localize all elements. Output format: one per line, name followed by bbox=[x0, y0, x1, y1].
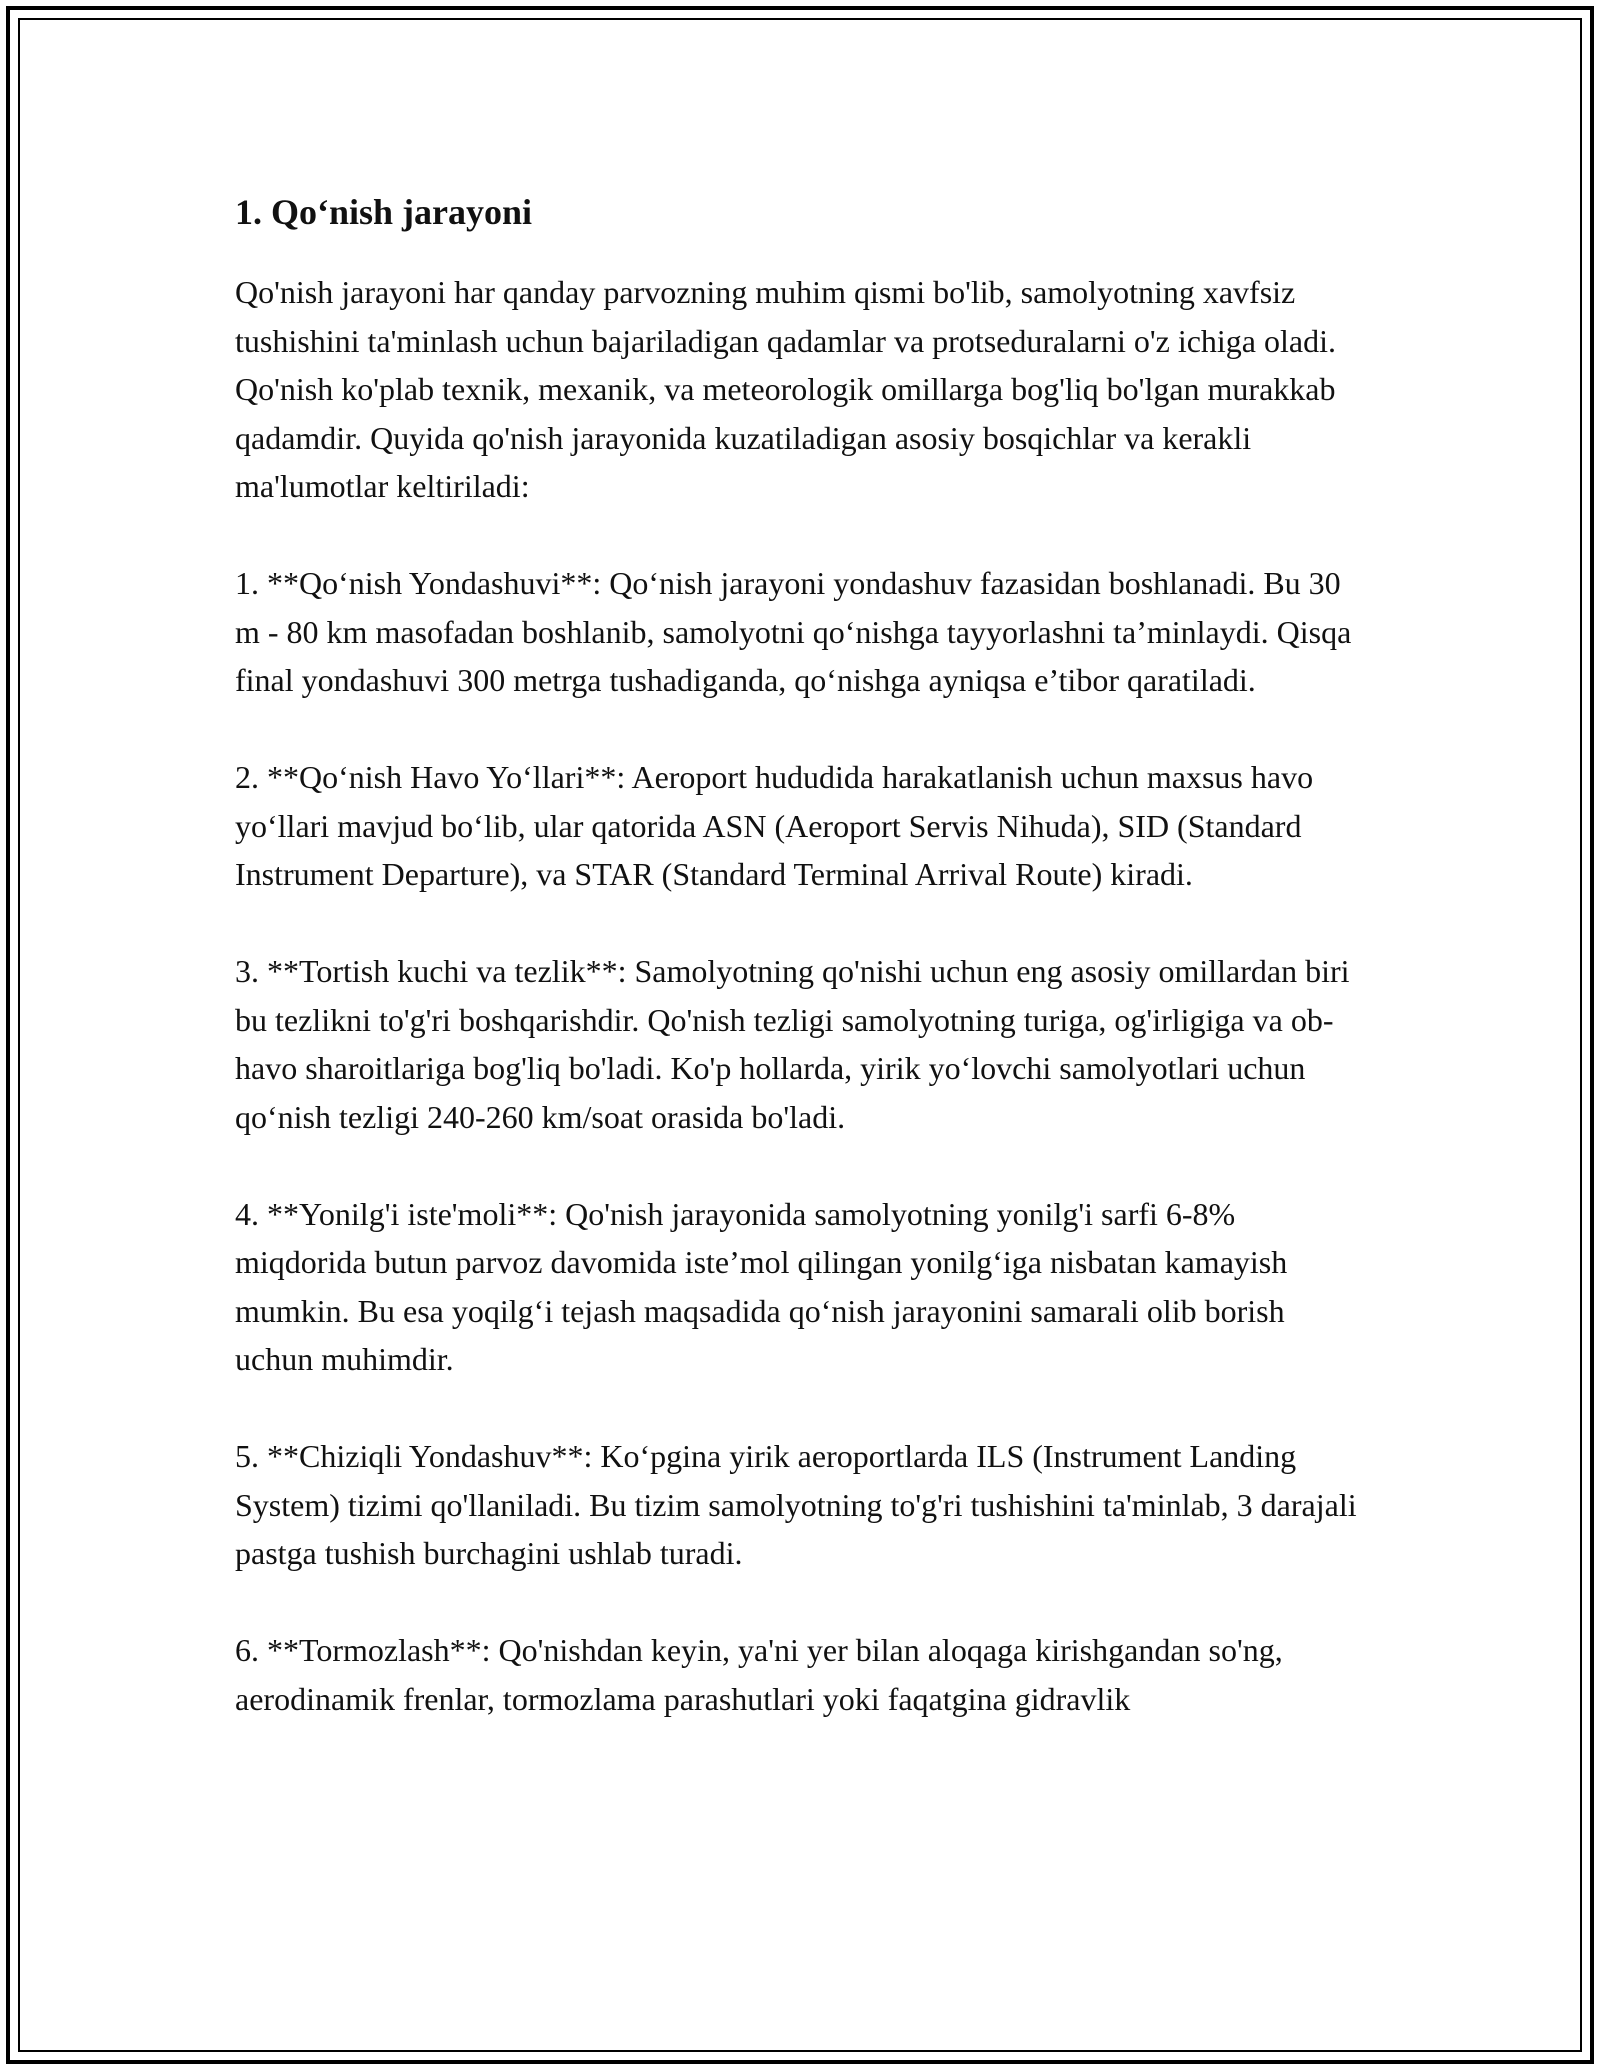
paragraph-braking: 6. **Tormozlash**: Qo'nishdan keyin, ya'ni yer bilan aloqaga kirishgandan so'ng, aerodinamik frenlar, tormozlama parashutlari yoki faqatgina gidravlik bbox=[235, 1632, 1283, 1717]
paragraph-fuel: 4. **Yonilg'i iste'moli**: Qo'nish jarayonida samolyotning yonilg'i sarfi 6-8% miqdorida butun parvoz davomida iste’mol qilingan yonilg‘iga nisbatan kamayish mumkin. Bu esa yoqilg‘i tejash maqsadida qo‘nish jarayonini samarali olib borish uchun muhimdir. bbox=[235, 1195, 1288, 1377]
paragraph-ils: 5. **Chiziqli Yondashuv**: Ko‘pgina yirik aeroportlarda ILS (Instrument Landing System) tizimi qo'llaniladi. Bu tizim samolyotning to'g'ri tushishini ta'minlab, 3 darajali pastga tushish burchagini ushlab turadi. bbox=[235, 1438, 1357, 1571]
paragraph-speed: 3. **Tortish kuchi va tezlik**: Samolyotning qo'nishi uchun eng asosiy omillardan biri bu tezlikni to'g'ri boshqarishdir. Qo'nish tezligi samolyotning turiga, og'irligiga va ob-havo sharoitlariga bog'liq bo'ladi. Ko'p hollarda, yirik yo‘lovchi samolyotlari uchun qo‘nish tezligi 240-260 km/soat orasida bo'ladi. bbox=[235, 953, 1350, 1135]
paragraph-airways: 2. **Qo‘nish Havo Yo‘llari**: Aeroport hududida harakatlanish uchun maxsus havo yo‘llari mavjud bo‘lib, ular qatorida ASN (Aeroport Servis Nihuda), SID (Standard Instrument Departure), va STAR (Standard Terminal Arrival Route) kiradi. bbox=[235, 759, 1314, 892]
document-body bbox=[235, 188, 1370, 1772]
section-heading: 1. Qo‘nish jarayoni bbox=[235, 192, 533, 232]
paragraph-approach: 1. **Qo‘nish Yondashuvi**: Qo‘nish jarayoni yondashuv fazasidan boshlanadi. Bu 30 m - 80 km masofadan boshlanib, samolyotni qo‘nishga tayyorlashni ta’minlaydi. Qisqa final yondashuvi 300 metrga tushadiganda, qo‘nishga ayniqsa e’tibor qaratiladi. bbox=[235, 565, 1352, 698]
intro-paragraph: Qo'nish jarayoni har qanday parvozning muhim qismi bo'lib, samolyotning xavfsiz tushishini ta'minlash uchun bajariladigan qadamlar va protseduralarni o'z ichiga oladi. Qo'nish ko'plab texnik, mexanik, va meteorologik omillarga bog'liq bo'lgan murakkab qadamdir. Quyida qo'nish jarayonida kuzatiladigan asosiy bosqichlar va kerakli ma'lumotlar keltiriladi: bbox=[235, 274, 1336, 504]
